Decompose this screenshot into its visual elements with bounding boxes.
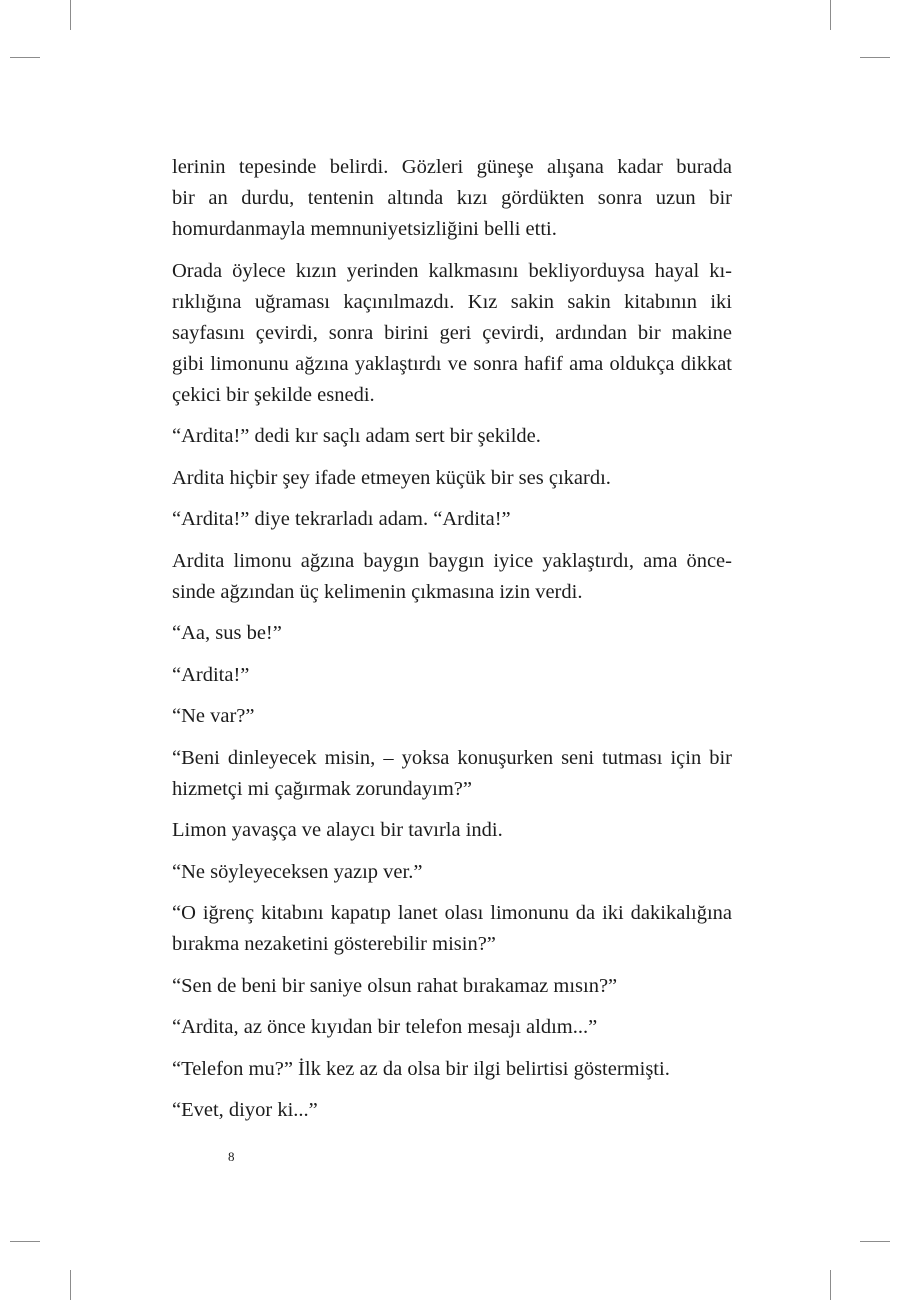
paragraph — [172, 660, 732, 691]
text-line: sayfasını çevirdi, sonra birini geri çevirdi, ardından bir makine — [172, 321, 732, 344]
text-line: hizmetçi mi çağırmak zorundayım?” — [172, 777, 472, 800]
paragraph — [172, 504, 732, 535]
text-line: gibi limonunu ağzına yaklaştırdı ve sonra hafif ama oldukça dikkat — [172, 352, 732, 375]
text-line: “Telefon mu?” İlk kez az da olsa bir ilgi belirtisi göstermişti. — [172, 1057, 670, 1080]
paragraph — [172, 546, 732, 608]
crop-mark-bottom-right-horizontal — [860, 1241, 890, 1242]
text-line: “Ardita!” — [172, 663, 250, 686]
text-line: “Aa, sus be!” — [172, 622, 282, 644]
text-line: “Ardita!” dedi kır saçlı adam sert bir şekilde. — [172, 425, 541, 447]
text-line: bırakma nezaketini gösterebilir misin?” — [172, 933, 496, 955]
text-line: lerinin tepesinde belirdi. Gözleri güneşe alışana kadar burada — [172, 156, 732, 178]
paragraph — [172, 857, 732, 888]
crop-mark-top-right-vertical — [830, 0, 831, 30]
paragraph — [172, 1054, 732, 1085]
text-line: “Ne söyleyeceksen yazıp ver.” — [172, 860, 423, 883]
paragraph — [172, 898, 732, 960]
text-line: “Ne var?” — [172, 705, 255, 727]
crop-mark-top-left-horizontal — [10, 57, 40, 58]
paragraph — [172, 152, 732, 245]
paragraph — [172, 815, 732, 846]
text-line: “Ardita!” diye tekrarladı adam. “Ardita!” — [172, 508, 511, 530]
crop-mark-bottom-right-vertical — [830, 1270, 831, 1300]
text-line: Ardita hiçbir şey ifade etmeyen küçük bir ses çıkardı. — [172, 466, 611, 489]
text-line: Limon yavaşça ve alaycı bir tavırla indi. — [172, 819, 503, 841]
crop-mark-top-right-horizontal — [860, 57, 890, 58]
text-line: sinde ağzından üç kelimenin çıkmasına izin verdi. — [172, 580, 583, 603]
paragraph — [172, 256, 732, 411]
text-line: “Evet, diyor ki...” — [172, 1099, 318, 1121]
paragraph — [172, 463, 732, 494]
paragraph — [172, 1095, 732, 1126]
text-line: “Sen de beni bir saniye olsun rahat bırakamaz mısın?” — [172, 974, 618, 997]
crop-mark-bottom-left-vertical — [70, 1270, 71, 1300]
paragraph — [172, 618, 732, 649]
paragraph — [172, 701, 732, 732]
text-line: “Beni dinleyecek misin, – yoksa konuşurken seni tutması için bir — [172, 746, 732, 769]
text-line: Ardita limonu ağzına baygın baygın iyice yaklaştırdı, ama önce- — [172, 549, 732, 572]
paragraph — [172, 743, 732, 805]
paragraph — [172, 1012, 732, 1043]
page-number: 8 — [228, 1149, 235, 1164]
paragraph — [172, 971, 732, 1002]
text-line: homurdanmayla memnuniyetsizliğini belli etti. — [172, 218, 557, 240]
text-line: rıklığına uğraması kaçınılmazdı. Kız sakin sakin kitabının iki — [172, 290, 732, 313]
body-text — [172, 152, 732, 1137]
text-line: “Ardita, az önce kıyıdan bir telefon mesajı aldım...” — [172, 1016, 598, 1038]
text-line: “O iğrenç kitabını kapatıp lanet olası limonunu da iki dakikalığına — [172, 902, 732, 924]
crop-mark-bottom-left-horizontal — [10, 1241, 40, 1242]
text-line: Orada öylece kızın yerinden kalkmasını bekliyorduysa hayal kı- — [172, 259, 732, 282]
crop-mark-top-left-vertical — [70, 0, 71, 30]
text-line: bir an durdu, tentenin altında kızı gördükten sonra uzun bir — [172, 187, 732, 209]
paragraph — [172, 421, 732, 452]
text-line: çekici bir şekilde esnedi. — [172, 383, 375, 406]
